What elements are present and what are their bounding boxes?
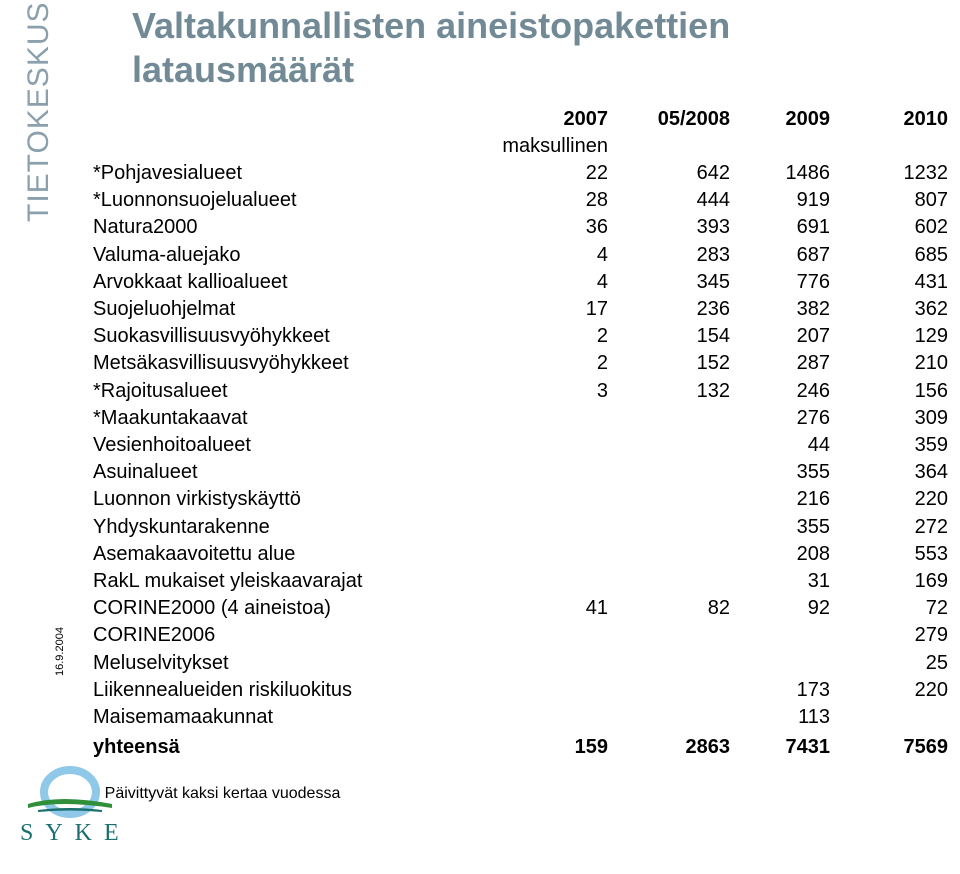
- table-cell: 362: [914, 298, 948, 320]
- table-cell: 359: [914, 434, 948, 456]
- row-label: Metsäkasvillisuusvyöhykkeet: [93, 352, 349, 375]
- table-cell: 113: [798, 706, 830, 728]
- table-cell: 236: [696, 298, 730, 320]
- table-cell: 2: [596, 325, 608, 348]
- column-header: 2007: [563, 108, 608, 130]
- table-cell: 345: [696, 270, 730, 293]
- table-cell: 1232: [903, 162, 948, 184]
- table-cell: 287: [796, 352, 830, 375]
- table-cell: 169: [914, 570, 948, 592]
- table-cell: 44: [807, 434, 830, 456]
- sidebar-org-label: TIETOKESKUS: [22, 1, 55, 222]
- table-cell: 807: [914, 189, 948, 212]
- table-cell: 72: [925, 597, 948, 620]
- footnote: * Päivittyvät kaksi kertaa vuodessa: [94, 785, 341, 802]
- table-cell: 246: [796, 379, 830, 402]
- table-cell: 687: [796, 243, 830, 266]
- table-cell: 4: [596, 243, 608, 266]
- row-label: *Luonnonsuojelualueet: [93, 189, 297, 212]
- row-label: *Maakuntakaavat: [93, 406, 248, 429]
- table-cell: 41: [585, 597, 608, 620]
- total-cell: 7431: [785, 736, 830, 758]
- row-label: RakL mukaiset yleiskaavarajat: [93, 570, 363, 592]
- table-cell: 272: [914, 515, 948, 538]
- table-cell: 553: [914, 542, 948, 565]
- row-label: Meluselvitykset: [93, 651, 229, 674]
- table-cell: 220: [914, 678, 948, 701]
- table-cell: 28: [585, 189, 608, 212]
- table-cell: 279: [914, 624, 948, 647]
- row-label: Arvokkaat kallioalueet: [93, 270, 288, 293]
- row-label: *Rajoitusalueet: [93, 379, 228, 402]
- column-subheader: maksullinen: [502, 135, 608, 157]
- row-label: Suojeluohjelmat: [93, 298, 236, 320]
- table-cell: 25: [925, 651, 948, 674]
- row-label: Natura2000: [93, 216, 198, 239]
- table-cell: 355: [796, 461, 830, 484]
- slide-date: 16.9.2004: [54, 627, 66, 676]
- table-cell: 393: [696, 216, 730, 239]
- table-cell: 776: [796, 270, 830, 293]
- table-cell: 602: [914, 216, 948, 239]
- table-cell: 216: [796, 488, 830, 511]
- table-cell: 210: [914, 352, 948, 375]
- table-cell: 22: [585, 162, 608, 184]
- row-label: Asuinalueet: [93, 461, 198, 484]
- table-cell: 207: [796, 325, 830, 348]
- table-cell: 919: [796, 189, 830, 212]
- table-cell: 132: [696, 379, 730, 402]
- table-cell: 283: [696, 243, 730, 266]
- table-cell: 691: [796, 216, 830, 239]
- row-label: CORINE2006: [93, 624, 216, 647]
- table-cell: 152: [696, 352, 730, 375]
- table-cell: 685: [914, 243, 948, 266]
- table-cell: 3: [596, 379, 608, 402]
- table-cell: 642: [696, 162, 730, 184]
- table-cell: 220: [914, 488, 948, 511]
- row-label: Vesienhoitoalueet: [93, 434, 251, 456]
- table-cell: 36: [585, 216, 608, 239]
- row-label: *Pohjavesialueet: [93, 162, 242, 184]
- table-cell: 355: [796, 515, 830, 538]
- column-header: 05/2008: [657, 108, 730, 130]
- table-cell: 431: [914, 270, 948, 293]
- table-cell: 2: [596, 352, 608, 375]
- table-cell: 208: [796, 542, 830, 565]
- row-label: Asemakaavoitettu alue: [93, 542, 296, 565]
- column-header: 2010: [903, 108, 948, 130]
- syke-logo-text: SYKE: [20, 820, 131, 846]
- table-cell: 31: [807, 570, 830, 592]
- table-cell: 276: [796, 406, 830, 429]
- table-cell: 154: [696, 325, 730, 348]
- row-label: Liikennealueiden riskiluokitus: [93, 678, 353, 701]
- row-label: Valuma-aluejako: [93, 243, 241, 266]
- table-cell: 92: [807, 597, 830, 620]
- total-cell: 7569: [903, 736, 948, 758]
- total-cell: 2863: [685, 736, 730, 758]
- total-cell: 159: [574, 736, 608, 758]
- row-label: Maisemamaakunnat: [93, 706, 274, 728]
- table-cell: 17: [585, 298, 608, 320]
- row-label: Luonnon virkistyskäyttö: [93, 488, 301, 511]
- table-cell: 364: [914, 461, 948, 484]
- table-cell: 382: [796, 298, 830, 320]
- total-label: yhteensä: [93, 736, 180, 758]
- row-label: CORINE2000 (4 aineistoa): [93, 597, 331, 620]
- row-label: Yhdyskuntarakenne: [93, 515, 270, 538]
- table-cell: 173: [796, 678, 830, 701]
- table-cell: 82: [707, 597, 730, 620]
- table-cell: 129: [914, 325, 948, 348]
- row-label: Suokasvillisuusvyöhykkeet: [93, 325, 330, 348]
- table-cell: 156: [914, 379, 948, 402]
- table-cell: 309: [914, 406, 948, 429]
- table-cell: 444: [696, 189, 730, 212]
- table-cell: 1486: [785, 162, 830, 184]
- table-cell: 4: [596, 270, 608, 293]
- slide-title: Valtakunnallisten aineistopakettien latausmäärät: [132, 5, 731, 90]
- column-header: 2009: [785, 108, 830, 130]
